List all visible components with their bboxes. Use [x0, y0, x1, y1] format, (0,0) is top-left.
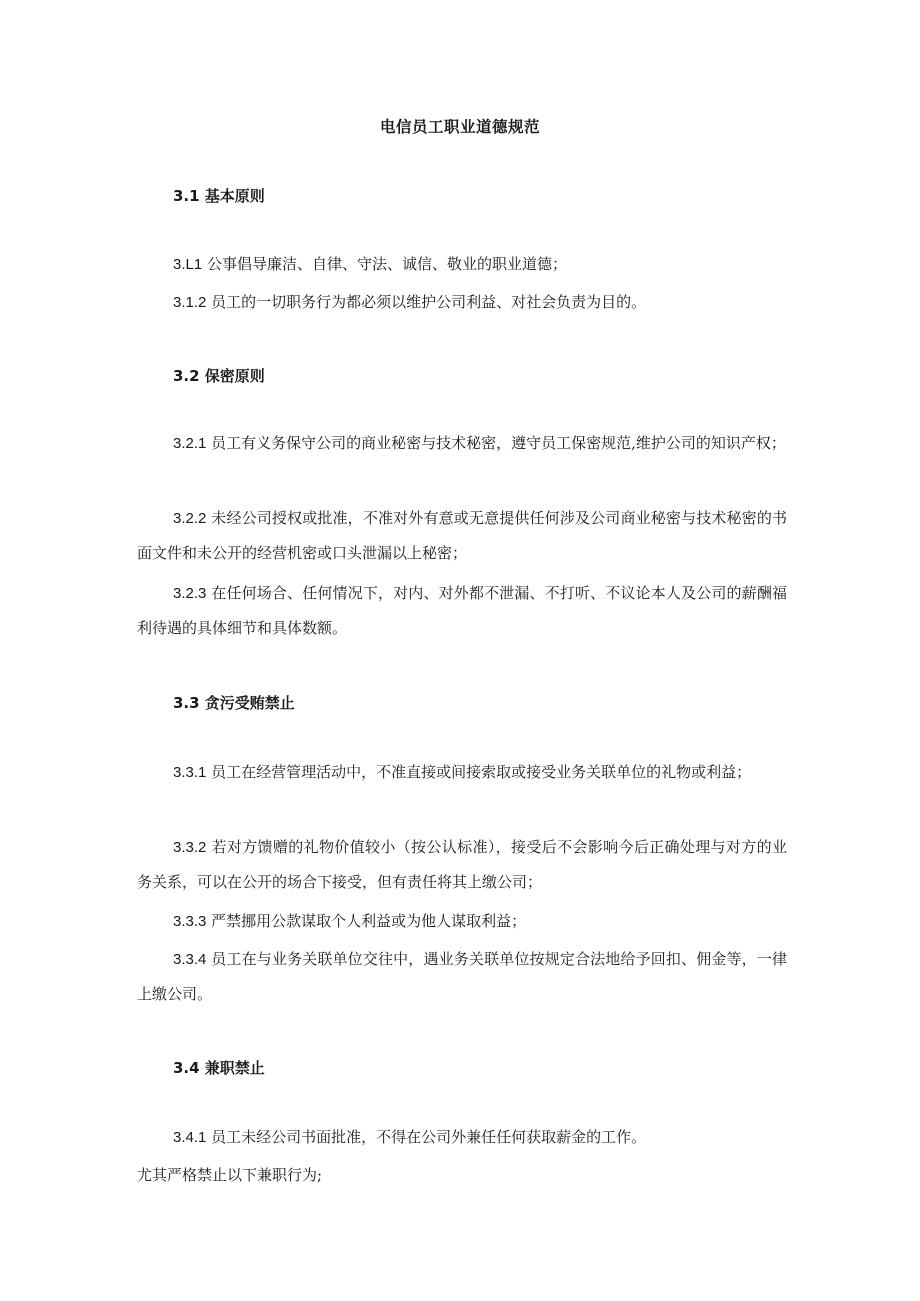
clause-3-4-1: [137, 1120, 787, 1155]
clause-text: 公事倡导廉洁、自律、守法、诚信、敬业的职业道德；: [202, 255, 567, 273]
clause-number: 3.2.3: [173, 585, 207, 602]
clause-number: 3.1.2: [173, 294, 207, 311]
clause-text: 员工有义务保守公司的商业秘密与技术秘密，遵守员工保密规范,维护公司的知识产权；: [206, 434, 786, 452]
section-heading-3-2: 3.2 保密原则: [173, 367, 265, 385]
clause-number: 3.3.1: [173, 764, 207, 781]
clause-3-3-3: [137, 904, 787, 939]
clause-text: 未经公司授权或批准，不准对外有意或无意提供任何涉及公司商业秘密与技术秘密的书面文件和未公开的经营机密或口头泄漏以上秘密；: [137, 509, 787, 562]
section-heading-3-4: 3.4 兼职禁止: [173, 1059, 265, 1077]
clause-3-2-1: [137, 426, 787, 461]
document-title: 电信员工职业道德规范: [379, 118, 540, 136]
clause-text: 员工在经营管理活动中，不准直接或间接索取或接受业务关联单位的礼物或利益；: [206, 763, 752, 781]
clause-number: 3.3.2: [173, 839, 207, 856]
clause-number: 3.3.4: [173, 951, 207, 968]
clause-text: 严禁挪用公款谋取个人利益或为他人谋取利益；: [206, 912, 527, 930]
clause-3-3-1: [137, 755, 787, 790]
clause-number: 3.4.1: [173, 1129, 207, 1146]
section-heading-3-1: 3.1 基本原则: [173, 187, 265, 205]
clause-3-3-2: [137, 830, 787, 899]
clause-number: 3.3.3: [173, 913, 207, 930]
clause-number: 3.L1: [173, 256, 203, 273]
clause-3-3-4: [137, 942, 787, 1011]
clause-number: 3.2.1: [173, 435, 207, 452]
clause-3-2-2: [137, 501, 787, 570]
clause-3-1-1: [137, 247, 787, 282]
clause-3-2-3: [137, 576, 787, 645]
clause-text: 员工未经公司书面批准，不得在公司外兼任任何获取薪金的工作。: [206, 1128, 647, 1146]
clause-text: 员工的一切职务行为都必须以维护公司利益、对社会负责为目的。: [206, 293, 647, 311]
clause-text: 在任何场合、任何情况下，对内、对外都不泄漏、不打听、不议论本人及公司的薪酬福利待遇的具体细节和具体数额。: [137, 584, 787, 637]
clause-3-1-2: [137, 285, 787, 320]
clause-text: 若对方馈赠的礼物价值较小（按公认标准），接受后不会影响今后正确处理与对方的业务关系，可以在公开的场合下接受，但有责任将其上缴公司；: [137, 838, 787, 891]
clause-text: 员工在与业务关联单位交往中，遇业务关联单位按规定合法地给予回扣、佣金等，一律上缴公司。: [137, 950, 787, 1003]
clause-number: 3.2.2: [173, 510, 207, 527]
trailing-line: 尤其严格禁止以下兼职行为;: [137, 1166, 323, 1184]
section-heading-3-3: 3.3 贪污受贿禁止: [173, 694, 295, 712]
